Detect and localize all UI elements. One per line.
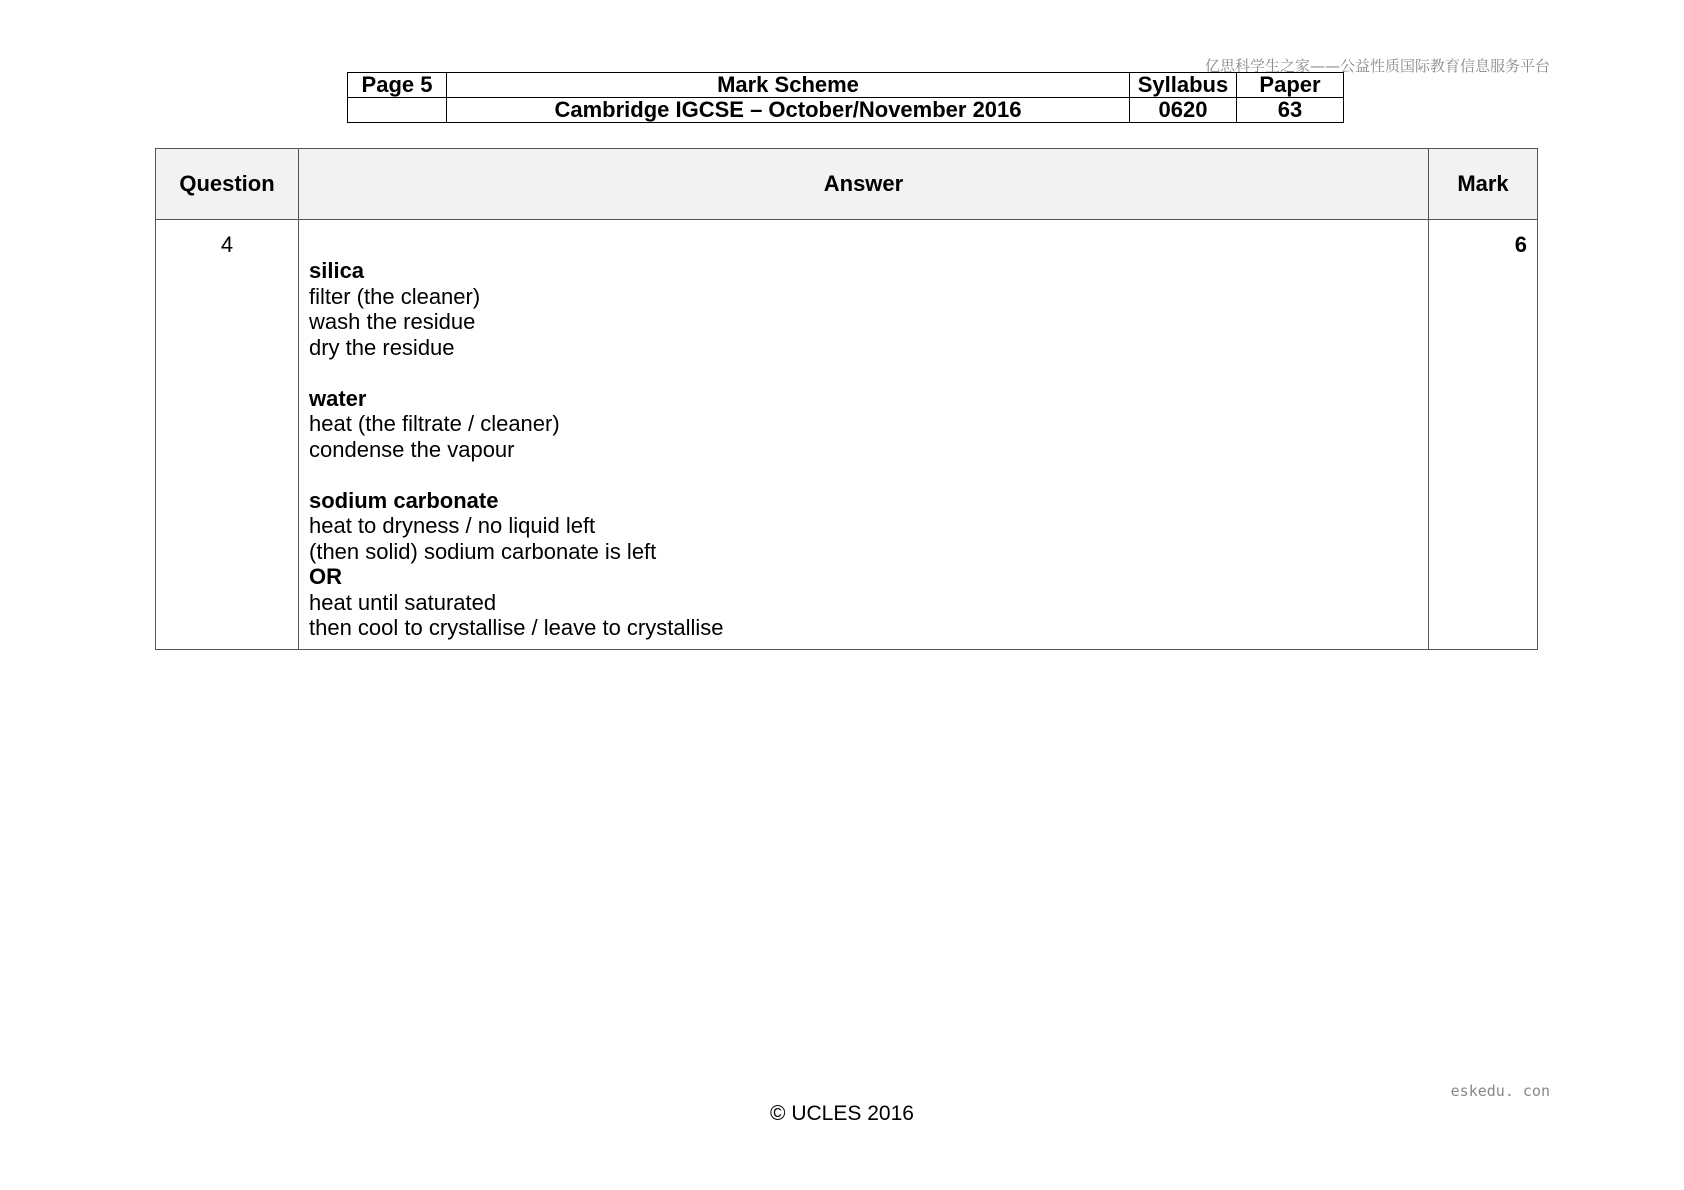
table-header-row [156, 149, 1538, 220]
answer-line: heat to dryness / no liquid left [309, 513, 596, 538]
document-title: Mark Scheme [447, 73, 1130, 98]
table-row [156, 220, 1538, 650]
syllabus-code: 0620 [1130, 98, 1237, 123]
empty-cell [348, 98, 447, 123]
answer-heading-water: water [309, 385, 367, 411]
document-subtitle: Cambridge IGCSE – October/November 2016 [447, 98, 1130, 123]
answer-line: then cool to crystallise / leave to crystallise [309, 615, 724, 640]
spacer [309, 462, 1418, 488]
copyright-footer: © UCLES 2016 [770, 1102, 914, 1125]
answer-cell [299, 220, 1429, 650]
answer-line: heat (the filtrate / cleaner) [309, 411, 560, 436]
mark-scheme-table [155, 148, 1538, 650]
mark-value: 6 [1429, 220, 1538, 650]
syllabus-label: Syllabus [1130, 73, 1237, 98]
column-header-question: Question [156, 149, 299, 220]
column-header-answer: Answer [299, 149, 1429, 220]
page-number: Page 5 [348, 73, 447, 98]
spacer [309, 360, 1418, 386]
answer-or-label: OR [309, 564, 342, 589]
answer-line: wash the residue [309, 309, 476, 334]
paper-label: Paper [1237, 73, 1344, 98]
answer-line: filter (the cleaner) [309, 283, 481, 309]
column-header-mark: Mark [1429, 149, 1538, 220]
watermark-bottom: eskedu. con [1450, 1082, 1550, 1100]
paper-number: 63 [1237, 98, 1344, 123]
header-table [347, 72, 1344, 123]
answer-line: dry the residue [309, 334, 455, 360]
answer-heading-sodium-carbonate: sodium carbonate [309, 487, 499, 513]
answer-line: (then solid) sodium carbonate is left [309, 538, 657, 564]
question-number: 4 [156, 220, 299, 650]
answer-line: heat until saturated [309, 589, 497, 615]
answer-line: condense the vapour [309, 436, 515, 462]
answer-heading-silica: silica [309, 258, 365, 283]
watermark-top: 亿思科学生之家——公益性质国际教育信息服务平台 [1204, 57, 1550, 75]
